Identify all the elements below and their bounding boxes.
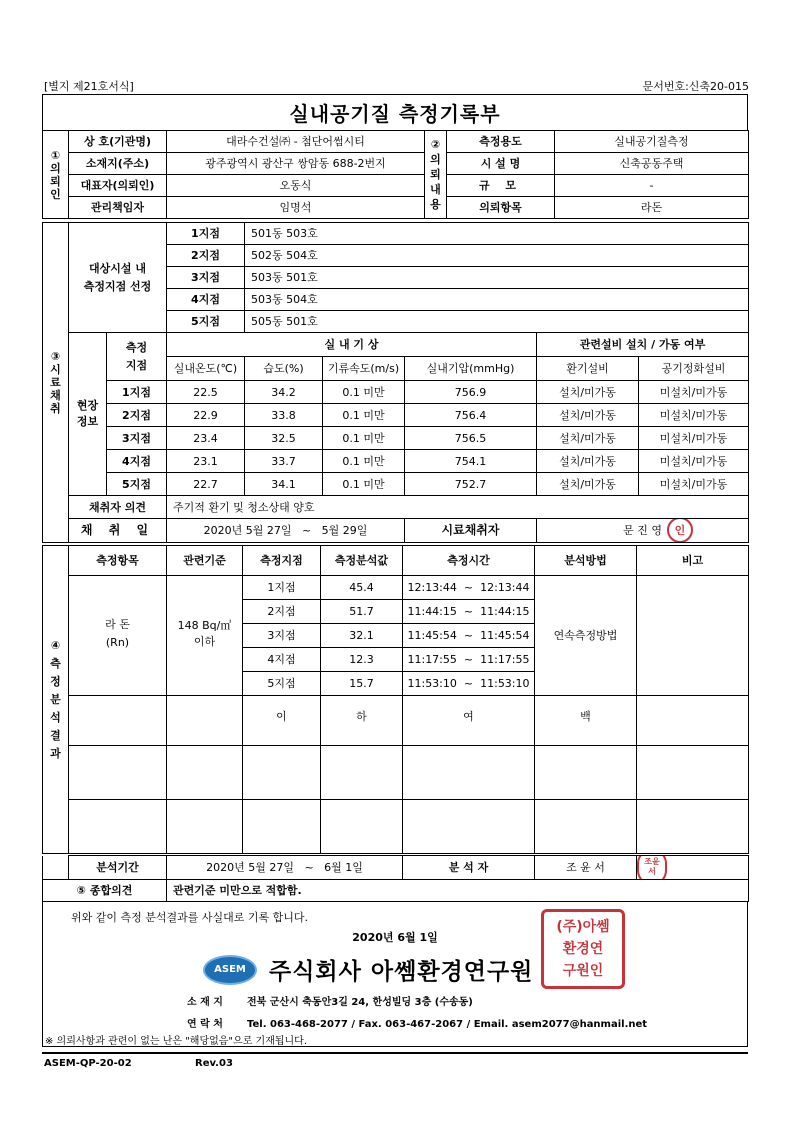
header-time: 측정시간 xyxy=(403,546,535,576)
request-item: 라돈 xyxy=(555,197,749,219)
ventilation: 설치/미가동 xyxy=(537,450,639,473)
sampling-table xyxy=(42,222,749,543)
ventilation: 설치/미가동 xyxy=(537,427,639,450)
airflow: 0.1 미만 xyxy=(323,473,405,496)
measurement-item: 라 돈 (Rn) xyxy=(69,576,167,696)
blank-row xyxy=(43,800,749,854)
purpose: 실내공기질측정 xyxy=(555,131,749,153)
point-value: 502동 504호 xyxy=(245,245,749,267)
air-purifier: 미설치/미가동 xyxy=(639,404,749,427)
divider xyxy=(42,1052,748,1054)
company-name-label: 상 호(기관명) xyxy=(69,131,167,153)
temperature: 23.1 xyxy=(167,450,245,473)
address: 광주광역시 광산구 쌍암동 688-2번지 xyxy=(167,153,425,175)
humidity: 32.5 xyxy=(245,427,323,450)
analysis-section-label: ④ 측 정 분 석 결 과 xyxy=(43,546,69,854)
request-item-label: 의뢰항목 xyxy=(447,197,555,219)
airflow: 0.1 미만 xyxy=(323,427,405,450)
airflow: 0.1 미만 xyxy=(323,381,405,404)
airflow: 0.1 미만 xyxy=(323,450,405,473)
blank-mark: 백 xyxy=(535,696,637,746)
blank-mark: 하 xyxy=(321,696,403,746)
temperature: 22.9 xyxy=(167,404,245,427)
point-label: 3지점 xyxy=(167,267,245,289)
analysis-period-table xyxy=(42,855,749,902)
company-name: 주식회사 아쎔환경연구원 xyxy=(269,959,534,985)
row-point: 4지점 xyxy=(243,648,321,672)
humidity: 33.7 xyxy=(245,450,323,473)
summary-text: 관련기준 미만으로 적합함. xyxy=(167,880,749,902)
point-value: 505동 501호 xyxy=(245,311,749,333)
purpose-label: 측정용도 xyxy=(447,131,555,153)
asem-logo-icon: ASEM xyxy=(203,955,257,985)
pressure: 756.9 xyxy=(405,381,537,404)
temperature: 23.4 xyxy=(167,427,245,450)
facility: 신축공동주택 xyxy=(555,153,749,175)
equipment-header: 관련설비 설치 / 가동 여부 xyxy=(537,333,749,357)
row-value: 45.4 xyxy=(321,576,403,600)
form-number: [별지 제21호서식] xyxy=(44,80,134,93)
column-header: 습도(%) xyxy=(245,357,323,381)
company-row xyxy=(203,953,533,986)
header-remark: 비고 xyxy=(637,546,749,576)
manager-label: 관리책임자 xyxy=(69,197,167,219)
row-point: 3지점 xyxy=(107,427,167,450)
standard: 148 Bq/㎥ 이하 xyxy=(167,576,243,696)
airflow: 0.1 미만 xyxy=(323,404,405,427)
pressure: 756.5 xyxy=(405,427,537,450)
row-time: 11:44:15 ~ 11:44:15 xyxy=(403,600,535,624)
footnote: ※ 의뢰사항과 관련이 없는 난은 "해당없음"으로 기재됩니다. xyxy=(45,1036,308,1047)
table-row xyxy=(43,450,749,473)
point-value: 503동 504호 xyxy=(245,289,749,311)
column-header: 기류속도(m/s) xyxy=(323,357,405,381)
humidity: 34.1 xyxy=(245,473,323,496)
table-row xyxy=(43,473,749,496)
table-row xyxy=(43,381,749,404)
sampler-opinion-label: 채취자 의견 xyxy=(69,496,167,519)
humidity: 33.8 xyxy=(245,404,323,427)
point-label: 2지점 xyxy=(167,245,245,267)
revision: Rev.03 xyxy=(195,1058,233,1069)
sampler: 문 진 영 인 xyxy=(537,519,749,543)
row-point: 5지점 xyxy=(243,672,321,696)
point-value: 501동 503호 xyxy=(245,223,749,245)
indoor-weather-header: 실 내 기 상 xyxy=(167,333,537,357)
row-value: 12.3 xyxy=(321,648,403,672)
client-section-label: ① 의 뢰 인 xyxy=(43,131,69,219)
air-purifier: 미설치/미가동 xyxy=(639,473,749,496)
point-label: 4지점 xyxy=(167,289,245,311)
sampler-opinion: 주기적 환기 및 청소상태 양호 xyxy=(167,496,749,519)
point-header: 측정 지점 xyxy=(107,333,167,381)
blank-mark: 이 xyxy=(243,696,321,746)
representative-label: 대표자(의뢰인) xyxy=(69,175,167,197)
pressure: 752.7 xyxy=(405,473,537,496)
ventilation: 설치/미가동 xyxy=(537,404,639,427)
row-value: 51.7 xyxy=(321,600,403,624)
company-seal: (주)아쎔 환경연 구원인 xyxy=(541,909,625,989)
analyst: 조 윤 서 xyxy=(535,856,637,880)
temperature: 22.7 xyxy=(167,473,245,496)
row-point: 4지점 xyxy=(107,450,167,473)
site-info-label: 현장 정보 xyxy=(69,333,107,496)
form-code: ASEM-QP-20-02 xyxy=(44,1058,132,1069)
row-value: 15.7 xyxy=(321,672,403,696)
temperature: 22.5 xyxy=(167,381,245,404)
blank-row xyxy=(43,696,749,746)
air-purifier: 미설치/미가동 xyxy=(639,381,749,404)
pressure: 756.4 xyxy=(405,404,537,427)
point-value: 503동 501호 xyxy=(245,267,749,289)
sampler-seal: 인 xyxy=(667,519,693,543)
pressure: 754.1 xyxy=(405,450,537,473)
air-purifier: 미설치/미가동 xyxy=(639,427,749,450)
column-header: 실내온도(℃) xyxy=(167,357,245,381)
row-point: 1지점 xyxy=(243,576,321,600)
header-value: 측정분석값 xyxy=(321,546,403,576)
representative: 오동식 xyxy=(167,175,425,197)
row-point: 2지점 xyxy=(107,404,167,427)
client-request-table xyxy=(42,130,749,219)
request-section-label: ② 의 뢰 내 용 xyxy=(425,131,447,219)
facility-label: 시 설 명 xyxy=(447,153,555,175)
point-label: 1지점 xyxy=(167,223,245,245)
analysis-table xyxy=(42,545,749,854)
ventilation: 설치/미가동 xyxy=(537,473,639,496)
point-label: 5지점 xyxy=(167,311,245,333)
row-point: 5지점 xyxy=(107,473,167,496)
ventilation: 설치/미가동 xyxy=(537,381,639,404)
table-row xyxy=(43,427,749,450)
column-header: 공기정화설비 xyxy=(639,357,749,381)
header-item: 측정항목 xyxy=(69,546,167,576)
issue-date: 2020년 6월 1일 xyxy=(352,931,438,944)
row-time: 11:53:10 ~ 11:53:10 xyxy=(403,672,535,696)
sampler-label: 시료채취자 xyxy=(405,519,537,543)
row-value: 32.1 xyxy=(321,624,403,648)
scale-label: 규 모 xyxy=(447,175,555,197)
document-number: 문서번호:신축20-015 xyxy=(642,80,749,93)
analyst-label: 분 석 자 xyxy=(403,856,535,880)
analyst-seal: 조윤서 xyxy=(637,856,667,880)
row-time: 12:13:44 ~ 12:13:44 xyxy=(403,576,535,600)
row-point: 3지점 xyxy=(243,624,321,648)
remark xyxy=(637,576,749,696)
humidity: 34.2 xyxy=(245,381,323,404)
analysis-period-label: 분석기간 xyxy=(69,856,167,880)
address-label: 소재지(주소) xyxy=(69,153,167,175)
row-time: 11:17:55 ~ 11:17:55 xyxy=(403,648,535,672)
row-point: 2지점 xyxy=(243,600,321,624)
scale: - xyxy=(555,175,749,197)
sampling-date-label: 채 취 일 xyxy=(69,519,167,543)
analysis-period: 2020년 5월 27일 ~ 6월 1일 xyxy=(167,856,403,880)
header-method: 분석방법 xyxy=(535,546,637,576)
address-line: 소 재 지 전북 군산시 축동안3길 24, 한성빌딩 3층 (수송동) xyxy=(187,997,473,1008)
table-row xyxy=(43,404,749,427)
row-time: 11:45:54 ~ 11:45:54 xyxy=(403,624,535,648)
target-selection-label: 대상시설 내 측정지점 선정 xyxy=(69,223,167,333)
summary-label: ⑤ 종합의견 xyxy=(43,880,167,902)
footer-block xyxy=(42,901,748,1047)
column-header: 환기설비 xyxy=(537,357,639,381)
header-point: 측정지점 xyxy=(243,546,321,576)
sampling-section-label: ③ 시 료 채 취 xyxy=(43,223,69,543)
page-title: 실내공기질 측정기록부 xyxy=(42,94,748,130)
blank-mark: 여 xyxy=(403,696,535,746)
header-standard: 관련기준 xyxy=(167,546,243,576)
column-header: 실내기압(mmHg) xyxy=(405,357,537,381)
statement: 위와 같이 측정 분석결과를 사실대로 기록 합니다. xyxy=(71,911,308,924)
analyst-seal-cell xyxy=(637,856,749,880)
sampling-date: 2020년 5월 27일 ~ 5월 29일 xyxy=(167,519,405,543)
contact-line: 연 락 처 Tel. 063-468-2077 / Fax. 063-467-2067 / Email. asem2077@hanmail.net xyxy=(187,1019,648,1030)
company-name: 대라수건설㈜ - 첨단어썸시티 xyxy=(167,131,425,153)
manager: 임명석 xyxy=(167,197,425,219)
analysis-method: 연속측정방법 xyxy=(535,576,637,696)
air-purifier: 미설치/미가동 xyxy=(639,450,749,473)
row-point: 1지점 xyxy=(107,381,167,404)
blank-row xyxy=(43,746,749,800)
